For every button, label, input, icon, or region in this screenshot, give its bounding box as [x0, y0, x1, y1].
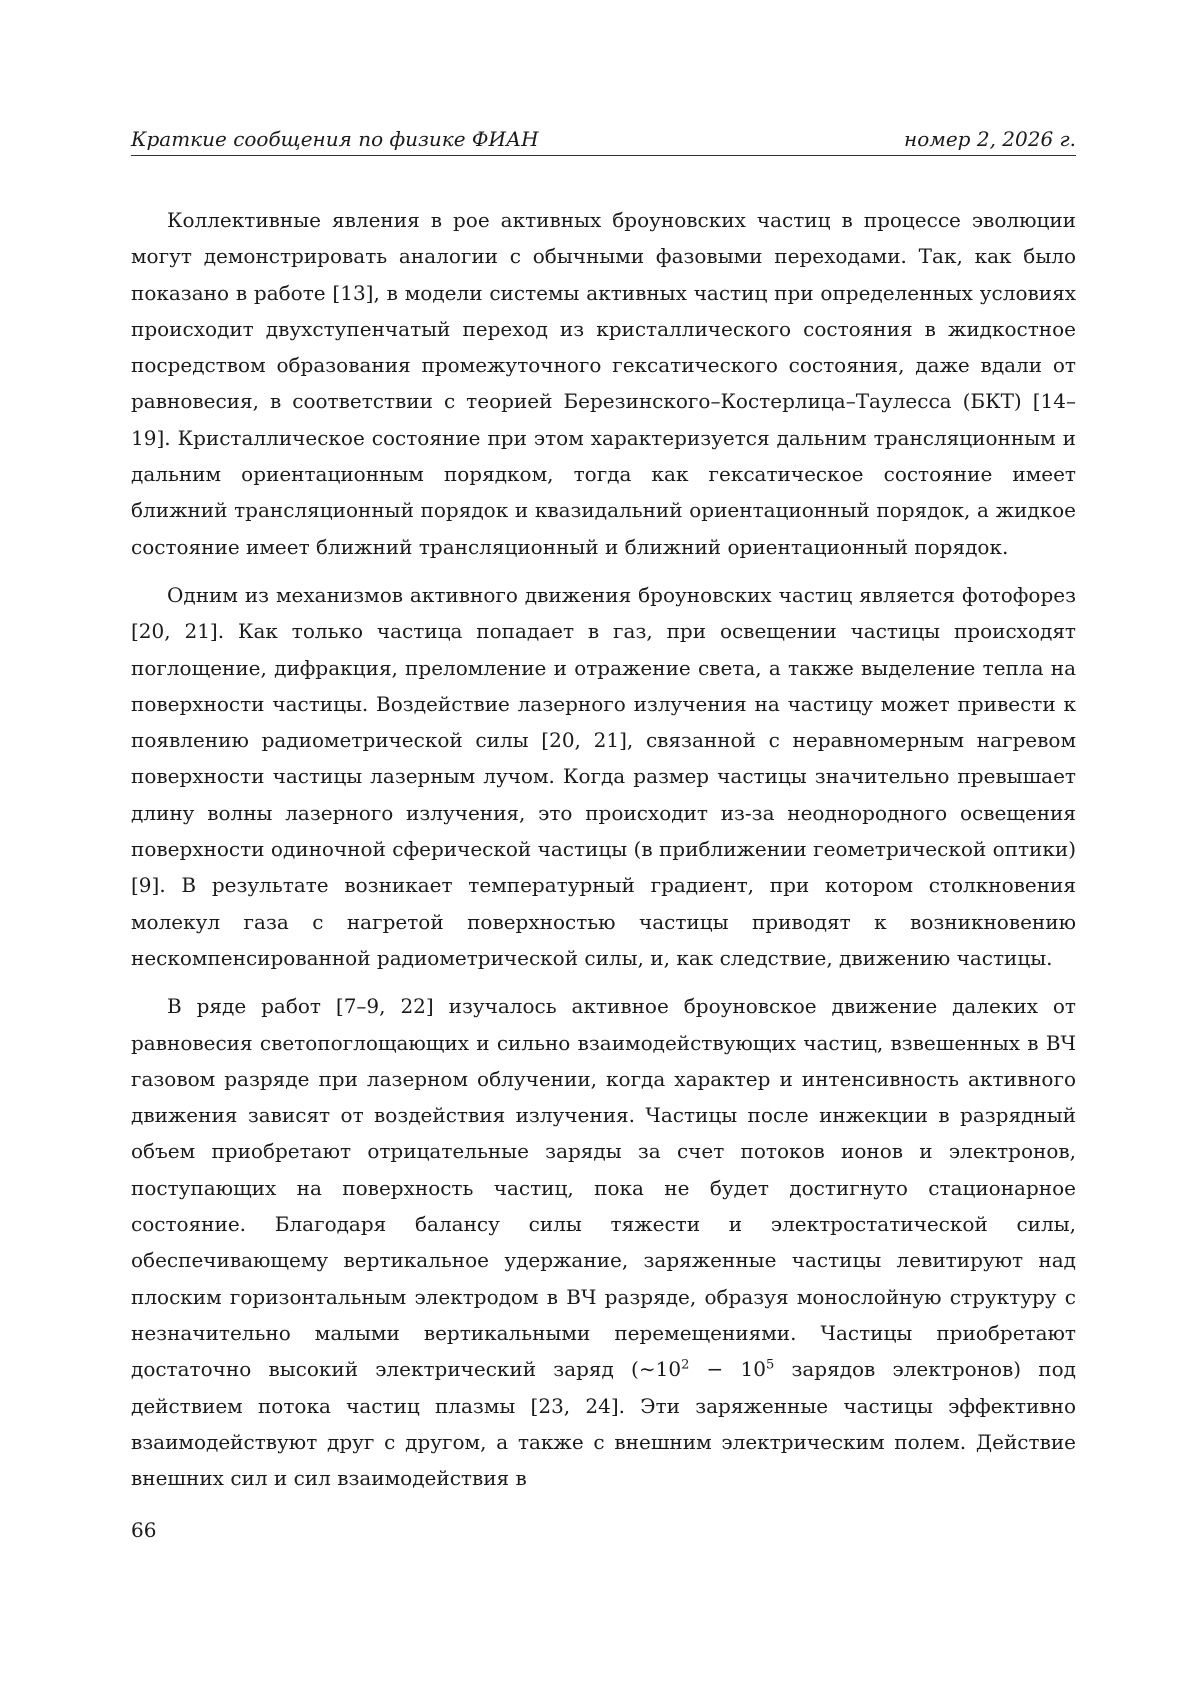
exponent: 2: [681, 1357, 690, 1373]
issue-info: номер 2, 2026 г.: [904, 127, 1076, 151]
journal-title: Краткие сообщения по физике ФИАН: [131, 127, 539, 151]
paragraph-text: зарядов электронов) под действием потока частиц плазмы [23, 24]. Эти заряженные частицы эффективно взаимодействуют друг с другом, а также с внешним электрическим полем. Действие внешних сил и сил взаимодействия в: [131, 1357, 1076, 1491]
paragraph-text: В ряде работ [7–9, 22] изучалось активное броуновское движение далеких от равновесия светопоглощающих и сильно взаимодействующих частиц, взвешенных в ВЧ газовом разряде при лазерном облучении, когда характер и интенсивность активного движения зависят от воздействия излучения. Частицы после инжекции в разрядный объем приобретают отрицательные заряды за счет потоков ионов и электронов, поступающих на поверхность частиц, пока не будет достигнуто стационарное состояние. Благодаря балансу силы тяжести и электростатической силы, обеспечивающему вертикальное удержание, заряженные частицы левитируют над плоским горизонтальным электродом в ВЧ разряде, образуя монослойную структуру с незначительно малыми вертикальными перемещениями. Частицы приобретают достаточно высокий электрический заряд (∼10: [131, 994, 1076, 1382]
paragraph: Одним из механизмов активного движения броуновских частиц является фотофорез [20, 21]. Как только частица попадает в газ, при освещении частицы происходят поглощение, дифракция, преломление и отражение света, а также выделение тепла на поверхности частицы. Воздействие лазерного излучения на частицу может привести к появлению радиометрической силы [20, 21], связанной с неравномерным нагревом поверхности частицы лазерным лучом. Когда размер частицы значительно превышает длину волны лазерного излучения, это происходит из-за неоднородного освещения поверхности одиночной сферической частицы (в приближении геометрической оптики) [9]. В результате возникает температурный градиент, при котором столкновения молекул газа с нагретой поверхностью частицы приводят к возникновению нескомпенсированной радиометрической силы, и, как следствие, движению частицы.: [131, 582, 1076, 970]
paragraph: [131, 988, 1076, 1496]
exponent: 5: [765, 1357, 775, 1373]
paragraph: Коллективные явления в рое активных броуновских частиц в процессе эволюции могут демонстрировать аналогии с обычными фазовыми переходами. Так, как было показано в работе [13], в модели системы активных частиц при определенных условиях происходит двухступенчатый переход из кристаллического состояния в жидкостное посредством образования промежуточного гексатического состояния, даже вдали от равновесия, в соответствии с теорией Березинского–Костерлица–Таулесса (БКТ) [14–19]. Кристаллическое состояние при этом характеризуется дальним трансляционным и дальним ориентационным порядком, тогда как гексатическое состояние имеет ближний трансляционный порядок и квазидальний ориентационный порядок, а жидкое состояние имеет ближний трансляционный и ближний ориентационный порядок.: [131, 208, 1076, 559]
page-number: 66: [131, 1518, 157, 1542]
body-text: [131, 202, 1076, 1496]
page: [131, 126, 1076, 1508]
running-header: [131, 126, 1076, 156]
paragraph-text: − 10: [689, 1357, 766, 1382]
